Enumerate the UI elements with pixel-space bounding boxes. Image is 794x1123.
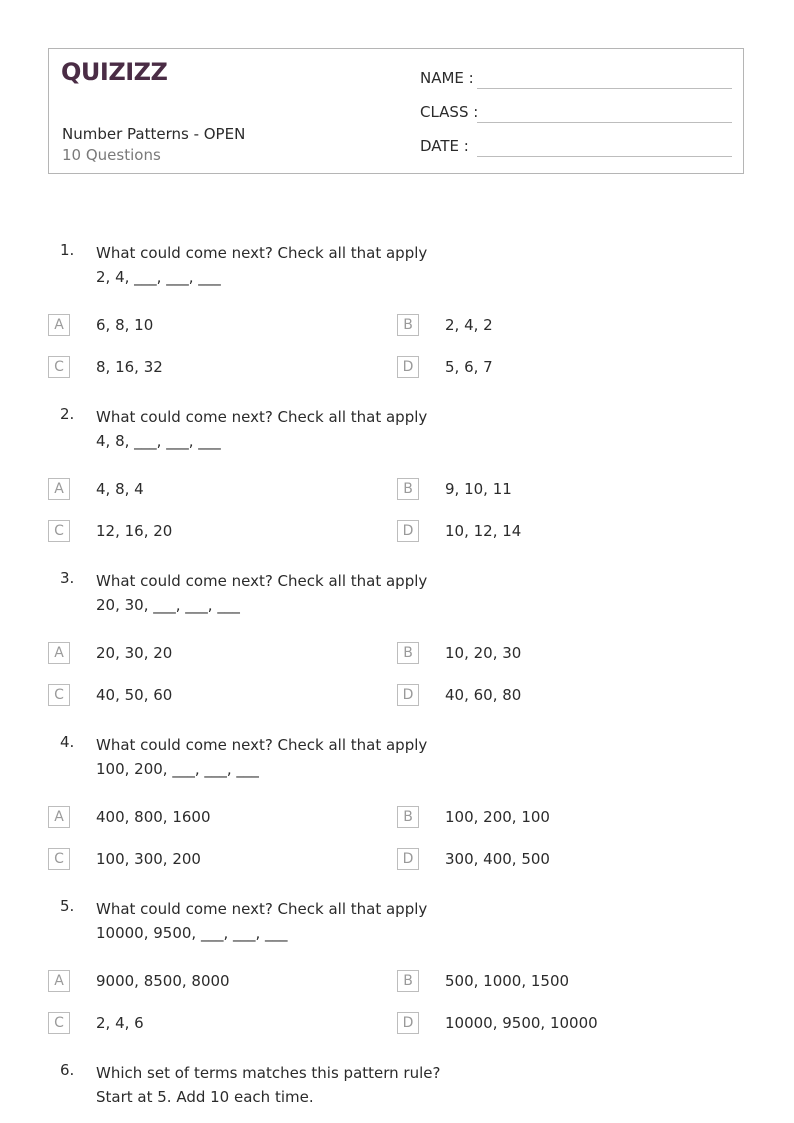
option-text: 6, 8, 10 bbox=[96, 316, 154, 334]
option-text: 12, 16, 20 bbox=[96, 522, 173, 540]
question-line: 20, 30, ___, ___, ___ bbox=[96, 596, 240, 614]
date-label: DATE : bbox=[420, 137, 469, 155]
option-text: 8, 16, 32 bbox=[96, 358, 163, 376]
option-text: 40, 50, 60 bbox=[96, 686, 173, 704]
option-text: 9, 10, 11 bbox=[445, 480, 512, 498]
option-letter-box[interactable]: B bbox=[397, 314, 419, 336]
option-letter-box[interactable]: C bbox=[48, 848, 70, 870]
option-text: 500, 1000, 1500 bbox=[445, 972, 570, 990]
option-letter-box[interactable]: C bbox=[48, 520, 70, 542]
option-text: 2, 4, 2 bbox=[445, 316, 493, 334]
question-text bbox=[96, 405, 427, 453]
question-text bbox=[96, 897, 427, 945]
class-line[interactable] bbox=[477, 122, 732, 123]
option-letter-box[interactable]: B bbox=[397, 642, 419, 664]
worksheet-header bbox=[48, 48, 744, 174]
question-number: 1. bbox=[60, 241, 75, 259]
option-letter-box[interactable]: D bbox=[397, 848, 419, 870]
option-letter-box[interactable]: B bbox=[397, 970, 419, 992]
question-line: 4, 8, ___, ___, ___ bbox=[96, 432, 221, 450]
question-text bbox=[96, 241, 427, 289]
question-line: 2, 4, ___, ___, ___ bbox=[96, 268, 221, 286]
question-number: 3. bbox=[60, 569, 75, 587]
option-letter-box[interactable]: D bbox=[397, 520, 419, 542]
option-letter-box[interactable]: A bbox=[48, 642, 70, 664]
question-line: What could come next? Check all that apply bbox=[96, 572, 428, 590]
option-text: 9000, 8500, 8000 bbox=[96, 972, 230, 990]
question-count: 10 Questions bbox=[62, 146, 161, 164]
option-text: 100, 300, 200 bbox=[96, 850, 201, 868]
option-text: 10, 20, 30 bbox=[445, 644, 522, 662]
quizizz-logo: QUIZIZZ bbox=[61, 58, 168, 86]
option-text: 300, 400, 500 bbox=[445, 850, 550, 868]
question-line: Which set of terms matches this pattern rule? bbox=[96, 1064, 441, 1082]
option-text: 10, 12, 14 bbox=[445, 522, 522, 540]
name-line[interactable] bbox=[477, 88, 732, 89]
option-text: 40, 60, 80 bbox=[445, 686, 522, 704]
option-letter-box[interactable]: A bbox=[48, 478, 70, 500]
option-text: 2, 4, 6 bbox=[96, 1014, 144, 1032]
option-text: 4, 8, 4 bbox=[96, 480, 144, 498]
question-line: What could come next? Check all that apply bbox=[96, 736, 428, 754]
question-line: What could come next? Check all that apply bbox=[96, 244, 428, 262]
option-text: 100, 200, 100 bbox=[445, 808, 550, 826]
option-text: 5, 6, 7 bbox=[445, 358, 493, 376]
date-line[interactable] bbox=[477, 156, 732, 157]
class-label: CLASS : bbox=[420, 103, 479, 121]
option-letter-box[interactable]: D bbox=[397, 684, 419, 706]
option-letter-box[interactable]: A bbox=[48, 970, 70, 992]
option-letter-box[interactable]: C bbox=[48, 356, 70, 378]
option-letter-box[interactable]: A bbox=[48, 314, 70, 336]
question-text bbox=[96, 569, 427, 617]
option-letter-box[interactable]: C bbox=[48, 1012, 70, 1034]
worksheet-title: Number Patterns - OPEN bbox=[62, 125, 246, 143]
question-line: 10000, 9500, ___, ___, ___ bbox=[96, 924, 288, 942]
question-text bbox=[96, 1061, 440, 1109]
option-text: 10000, 9500, 10000 bbox=[445, 1014, 598, 1032]
option-letter-box[interactable]: D bbox=[397, 1012, 419, 1034]
question-line: 100, 200, ___, ___, ___ bbox=[96, 760, 259, 778]
question-line: What could come next? Check all that apply bbox=[96, 900, 428, 918]
option-letter-box[interactable]: B bbox=[397, 478, 419, 500]
option-text: 20, 30, 20 bbox=[96, 644, 173, 662]
question-line: What could come next? Check all that apply bbox=[96, 408, 428, 426]
question-number: 4. bbox=[60, 733, 75, 751]
option-letter-box[interactable]: B bbox=[397, 806, 419, 828]
option-letter-box[interactable]: D bbox=[397, 356, 419, 378]
question-number: 2. bbox=[60, 405, 75, 423]
question-number: 5. bbox=[60, 897, 75, 915]
option-letter-box[interactable]: A bbox=[48, 806, 70, 828]
name-label: NAME : bbox=[420, 69, 474, 87]
question-text bbox=[96, 733, 427, 781]
option-text: 400, 800, 1600 bbox=[96, 808, 211, 826]
question-line: Start at 5. Add 10 each time. bbox=[96, 1088, 314, 1106]
option-letter-box[interactable]: C bbox=[48, 684, 70, 706]
question-number: 6. bbox=[60, 1061, 75, 1079]
